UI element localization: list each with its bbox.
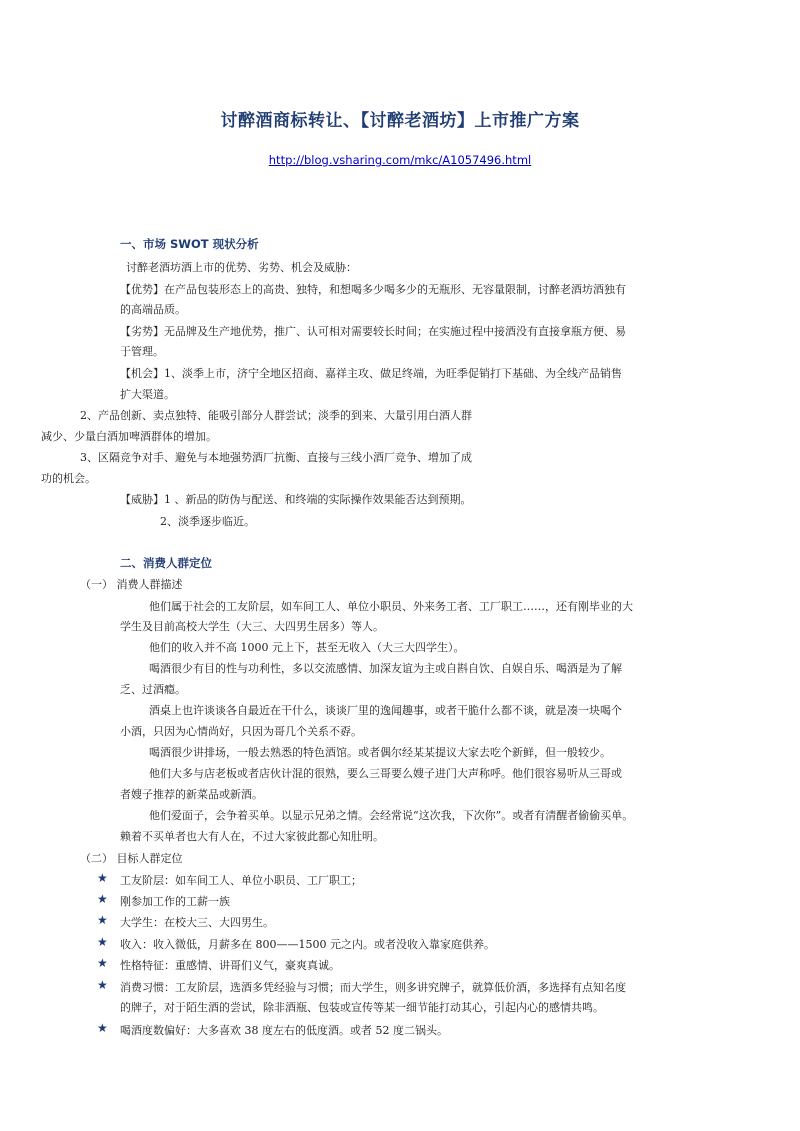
target-bullet-2: 刚参加工作的工薪一族 <box>120 895 230 908</box>
star-bullet-icon: ★ <box>97 956 108 970</box>
weakness-line-1: 【劣势】无品牌及生产地优势，推广、认可相对需要较长时间；在实施过程中接酒没有直接拿瓶方便、易 <box>120 325 626 338</box>
target-bullet-6a: 消费习惯：工友阶层，选酒多凭经验与习惯；而大学生，则多讲究牌子，就算低价酒，多选择有点知名度 <box>120 981 626 994</box>
strength-line-1: 【优势】在产品包装形态上的高贵、独特，和想喝多少喝多少的无瓶形、无容量限制，讨醉老酒坊酒独有 <box>120 283 626 296</box>
description-paragraph-7b: 赖着不买单者也大有人在，不过大家彼此都心知肚明。 <box>120 830 384 843</box>
opportunity-3-line-1: 3、区隔竞争对手、避免与本地强势酒厂抗衡、直接与三线小酒厂竞争、增加了成 <box>80 451 472 464</box>
subsection-description: （一） 消费人群描述 <box>80 578 183 591</box>
description-paragraph-6b: 者嫂子推荐的新菜品或新酒。 <box>120 788 263 801</box>
opportunity-line-2: 扩大渠道。 <box>120 388 175 401</box>
opportunity-2-line-2: 减少、少量白酒加啤酒群体的增加。 <box>41 430 217 443</box>
threat-line-1: 【威胁】1 、新品的防伪与配送、和终端的实际操作效果能否达到预期。 <box>120 493 472 506</box>
description-paragraph-1a: 他们属于社会的工友阶层，如车间工人、单位小职员、外来务工者、工厂职工……，还有刚毕业的大 <box>149 600 633 613</box>
description-paragraph-3b: 乏、过酒瘾。 <box>120 683 186 696</box>
opportunity-3-line-2: 功的机会。 <box>41 472 96 485</box>
target-bullet-7: 喝酒度数偏好：大多喜欢 38 度左右的低度酒。或者 52 度二锅头。 <box>120 1024 448 1037</box>
star-bullet-icon: ★ <box>97 913 108 927</box>
description-paragraph-7a: 他们爱面子，会争着买单。以显示兄弟之情。会经常说“这次我，下次你”。或者有清醒者偷偷买单。 <box>149 809 634 822</box>
description-paragraph-4a: 酒桌上也许谈谈各自最近在干什么，谈谈厂里的逸闻趣事，或者干脆什么都不谈，就是凑一块喝个 <box>149 704 622 717</box>
threat-line-2: 2、淡季逐步临近。 <box>160 515 255 528</box>
weakness-line-2: 于管理。 <box>120 345 164 358</box>
target-bullet-5: 性格特征：重感情、讲哥们义气，豪爽真诚。 <box>120 959 340 972</box>
section-heading-swot: 一、市场 SWOT 现状分析 <box>120 237 259 251</box>
star-bullet-icon: ★ <box>97 935 108 949</box>
target-bullet-3: 大学生：在校大三、大四男生。 <box>120 916 274 929</box>
subsection-target: （二） 目标人群定位 <box>80 852 183 865</box>
description-paragraph-3a: 喝酒很少有目的性与功利性，多以交流感情、加深友谊为主或自斟自饮、自娱自乐、喝酒是为了解 <box>149 662 622 675</box>
description-paragraph-4b: 小酒，只因为心情尚好，只因为哥几个关系不孬。 <box>120 725 362 738</box>
opportunity-2-line-1: 2、产品创新、卖点独特、能吸引部分人群尝试；淡季的到来、大量引用白酒人群 <box>80 409 472 422</box>
star-bullet-icon: ★ <box>97 978 108 992</box>
star-bullet-icon: ★ <box>97 892 108 906</box>
source-link[interactable]: http://blog.vsharing.com/mkc/A1057496.html <box>268 153 532 167</box>
description-paragraph-1b: 学生及目前高校大学生（大三、大四男生居多）等人。 <box>120 620 384 633</box>
star-bullet-icon: ★ <box>97 871 108 885</box>
target-bullet-1: 工友阶层：如车间工人、单位小职员、工厂职工； <box>120 874 362 887</box>
opportunity-line-1: 【机会】1、淡季上市，济宁全地区招商、嘉祥主攻、做足终端，为旺季促销打下基础、为全线产品销售 <box>120 367 622 380</box>
section-heading-consumers: 二、消费人群定位 <box>120 556 212 570</box>
document-title: 讨醉酒商标转让、【讨醉老酒坊】上市推广方案 <box>220 111 580 131</box>
target-bullet-6b: 的牌子，对于陌生酒的尝试，除非酒瓶、包装或宣传等某一细节能打动其心，引起内心的感情共鸣。 <box>120 1001 604 1014</box>
description-paragraph-5: 喝酒很少讲排场，一般去熟悉的特色酒馆。或者偶尔经某某提议大家去吃个新鲜，但一般较少。 <box>149 746 611 759</box>
swot-intro: 讨醉老酒坊酒上市的优势、劣势、机会及威胁： <box>126 261 357 274</box>
strength-line-2: 的高端品质。 <box>120 303 186 316</box>
target-bullet-4: 收入：收入微低，月薪多在 800——1500 元之内。或者没收入靠家庭供养。 <box>120 938 495 951</box>
star-bullet-icon: ★ <box>97 1021 108 1035</box>
description-paragraph-6a: 他们大多与店老板或者店伙计混的很熟，要么三哥要么嫂子进门大声称呼。他们很容易听从三哥或 <box>149 767 622 780</box>
description-paragraph-2: 他们的收入并不高 1000 元上下，甚至无收入（大三大四学生）。 <box>149 641 465 654</box>
